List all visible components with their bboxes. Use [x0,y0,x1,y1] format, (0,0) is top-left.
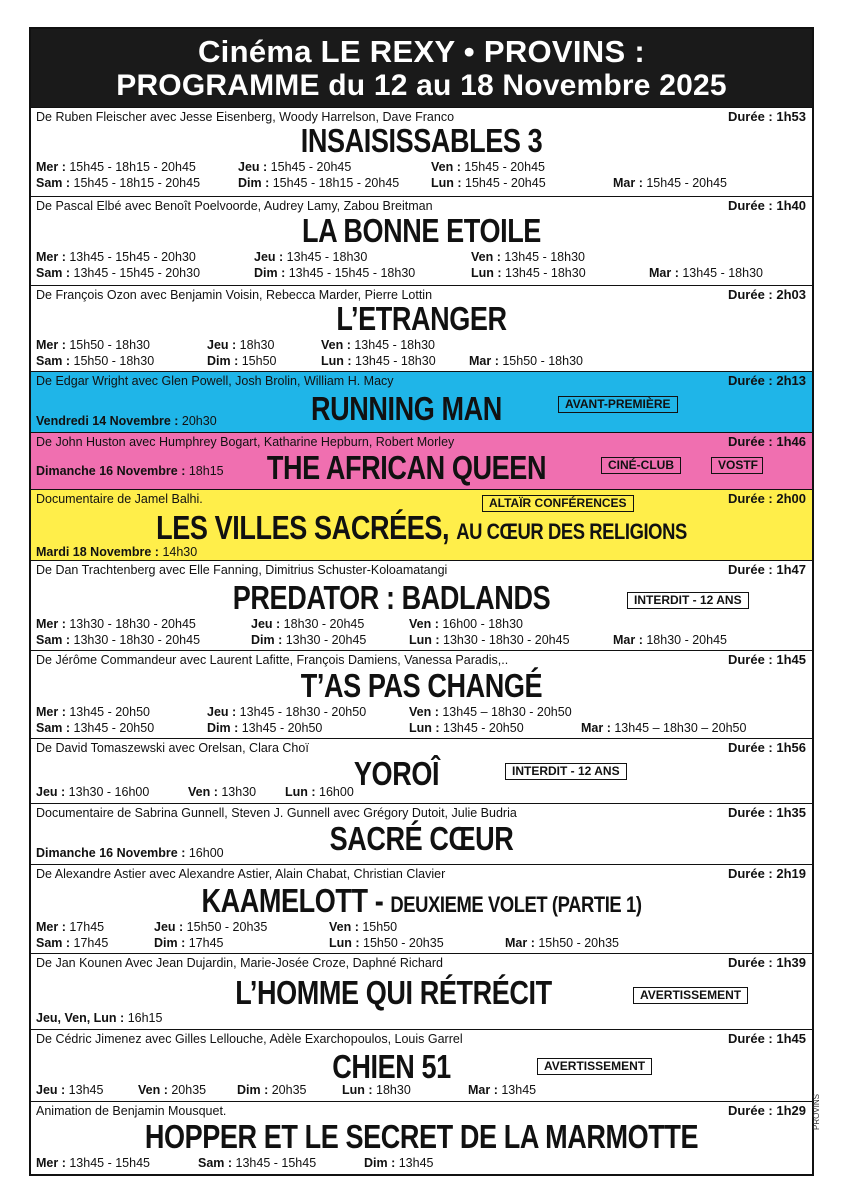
film-block [31,953,812,1029]
session: Sam : 13h45 - 15h45 [198,1156,317,1170]
film-tag: ALTAÏR CONFÉRENCES [482,495,634,512]
session: Mer : 13h45 - 15h45 - 20h30 [36,250,196,264]
session: Mer : 17h45 [36,920,105,934]
session: Ven : 13h45 – 18h30 - 20h50 [409,705,572,719]
session: Mer : 15h50 - 18h30 [36,338,150,352]
session: Jeu : 15h50 - 20h35 [154,920,268,934]
film-block [31,196,812,285]
film-duration: Durée : 1h53 [727,109,806,124]
film-block [31,560,812,650]
film-duration: Durée : 1h47 [727,562,806,577]
session: Jeu : 13h45 - 18h30 - 20h50 [207,705,367,719]
film-title: L’ETRANGER [336,300,507,337]
session: Jeu : 13h30 - 16h00 [36,785,150,799]
film-tag: INTERDIT - 12 ANS [505,763,627,780]
film-block [31,107,812,196]
film-block [31,803,812,864]
session: Lun : 13h30 - 18h30 - 20h45 [409,633,570,647]
session: Mer : 13h45 - 20h50 [36,705,150,719]
film-credits: De Pascal Elbé avec Benoît Poelvoorde, Audrey Lamy, Zabou Breitman [36,199,433,213]
session: Sam : 17h45 [36,936,109,950]
film-tag: VOSTF [711,457,763,474]
session: Mar : 15h50 - 18h30 [469,354,583,368]
session: Lun : 18h30 [342,1083,411,1097]
film-credits: De Cédric Jimenez avec Gilles Lellouche, Adèle Exarchopoulos, Louis Garrel [36,1032,463,1046]
film-block [31,738,812,803]
film-title: YOROÎ [353,755,440,792]
film-block [31,489,812,560]
film-block [31,1029,812,1101]
session: Jeu : 13h45 [36,1083,104,1097]
film-credits: De John Huston avec Humphrey Bogart, Katharine Hepburn, Robert Morley [36,435,455,449]
film-duration: Durée : 1h40 [727,198,806,213]
film-block [31,432,812,489]
film-title: INSAISISSABLES 3 [300,122,543,159]
film-credits: De Jérôme Commandeur avec Laurent Lafitte, François Damiens, Vanessa Paradis,.. [36,653,509,667]
film-title: LES VILLES SACRÉES, AU CŒUR DES RELIGIONS [156,509,687,546]
film-duration: Durée : 1h39 [727,955,806,970]
session: Jeu : 15h45 - 20h45 [238,160,352,174]
session: Mer : 13h30 - 18h30 - 20h45 [36,617,196,631]
session: Mar : 15h45 - 20h45 [613,176,727,190]
film-title: T’AS PAS CHANGÉ [300,667,543,704]
session: Ven : 15h50 [329,920,398,934]
film-duration: Durée : 1h29 [727,1103,806,1118]
film-tag: AVERTISSEMENT [537,1058,652,1075]
session: Lun : 16h00 [285,785,354,799]
programme-sheet [29,27,814,1176]
session: Dim : 20h35 [237,1083,307,1097]
session: Dim : 17h45 [154,936,224,950]
film-credits: Documentaire de Jamel Balhi. [36,492,203,506]
film-credits: De Dan Trachtenberg avec Elle Fanning, Dimitrius Schuster-Koloamatangi [36,563,448,577]
film-credits: De Alexandre Astier avec Alexandre Astier, Alain Chabat, Christian Clavier [36,867,446,881]
session: Lun : 15h45 - 20h45 [431,176,546,190]
session: Mar : 15h50 - 20h35 [505,936,619,950]
film-title: LA BONNE ETOILE [302,212,541,249]
header-line-2: PROGRAMME du 12 au 18 Novembre 2025 [116,69,727,102]
session: Dimanche 16 Novembre : 16h00 [36,846,224,860]
session: Ven : 13h45 - 18h30 [321,338,435,352]
session: Mar : 13h45 [468,1083,537,1097]
session: Jeu, Ven, Lun : 16h15 [36,1011,163,1025]
session: Mer : 13h45 - 15h45 [36,1156,150,1170]
film-block [31,1101,812,1176]
session: Mer : 15h45 - 18h15 - 20h45 [36,160,196,174]
film-duration: Durée : 2h19 [727,866,806,881]
session: Mar : 13h45 – 18h30 – 20h50 [581,721,747,735]
film-title: L’HOMME QUI RÉTRÉCIT [235,974,552,1011]
film-tag: AVANT-PREMIÈRE [558,396,678,413]
film-duration: Durée : 2h00 [727,491,806,506]
film-title: CHIEN 51 [332,1048,451,1085]
session: Dim : 13h45 - 20h50 [207,721,323,735]
session: Jeu : 18h30 - 20h45 [251,617,365,631]
session: Ven : 13h30 [188,785,257,799]
session: Ven : 20h35 [138,1083,207,1097]
film-duration: Durée : 1h35 [727,805,806,820]
session: Mar : 18h30 - 20h45 [613,633,727,647]
session: Vendredi 14 Novembre : 20h30 [36,414,217,428]
film-block [31,371,812,432]
session: Lun : 15h50 - 20h35 [329,936,444,950]
film-block [31,285,812,371]
film-title: SACRÉ CŒUR [329,820,514,857]
film-credits: De Ruben Fleischer avec Jesse Eisenberg, Woody Harrelson, Dave Franco [36,110,455,124]
film-tag: AVERTISSEMENT [633,987,748,1004]
session: Dimanche 16 Novembre : 18h15 [36,464,224,478]
session: Sam : 13h45 - 20h50 [36,721,155,735]
film-credits: De David Tomaszewski avec Orelsan, Clara Choï [36,741,309,755]
session: Dim : 13h45 - 15h45 - 18h30 [254,266,416,280]
session: Dim : 13h45 [364,1156,434,1170]
session: Lun : 13h45 - 20h50 [409,721,524,735]
film-duration: Durée : 1h56 [727,740,806,755]
session: Jeu : 18h30 [207,338,275,352]
film-credits: Animation de Benjamin Mousquet. [36,1104,227,1118]
film-credits: De François Ozon avec Benjamin Voisin, Rebecca Marder, Pierre Lottin [36,288,433,302]
session: Dim : 13h30 - 20h45 [251,633,367,647]
film-title: RUNNING MAN [311,390,502,427]
film-duration: Durée : 1h46 [727,434,806,449]
film-block [31,864,812,953]
session: Mar : 13h45 - 18h30 [649,266,763,280]
session: Sam : 13h45 - 15h45 - 20h30 [36,266,201,280]
film-credits: De Jan Kounen Avec Jean Dujardin, Marie-Josée Croze, Daphné Richard [36,956,443,970]
film-tag: CINÉ-CLUB [601,457,681,474]
session: Lun : 13h45 - 18h30 [321,354,436,368]
film-tag: INTERDIT - 12 ANS [627,592,749,609]
session: Mardi 18 Novembre : 14h30 [36,545,198,559]
film-title: HOPPER ET LE SECRET DE LA MARMOTTE [144,1118,699,1155]
session: Dim : 15h50 [207,354,277,368]
session: Jeu : 13h45 - 18h30 [254,250,368,264]
film-duration: Durée : 1h45 [727,652,806,667]
film-credits: Documentaire de Sabrina Gunnell, Steven J. Gunnell avec Grégory Dutoit, Julie Budria [36,806,517,820]
session: Lun : 13h45 - 18h30 [471,266,586,280]
film-title: PREDATOR : BADLANDS [232,579,551,616]
film-title: KAAMELOTT - DEUXIEME VOLET (PARTIE 1) [201,882,642,919]
film-block [31,650,812,738]
film-duration: Durée : 1h45 [727,1031,806,1046]
header-line-1: Cinéma LE REXY • PROVINS : [197,34,646,69]
session: Ven : 15h45 - 20h45 [431,160,545,174]
programme-header [31,29,812,107]
side-label: PROVINS [812,1093,821,1130]
session: Dim : 15h45 - 18h15 - 20h45 [238,176,400,190]
session: Ven : 16h00 - 18h30 [409,617,523,631]
session: Sam : 15h45 - 18h15 - 20h45 [36,176,201,190]
film-duration: Durée : 2h13 [727,373,806,388]
session: Sam : 13h30 - 18h30 - 20h45 [36,633,201,647]
film-duration: Durée : 2h03 [727,287,806,302]
film-credits: De Edgar Wright avec Glen Powell, Josh Brolin, William H. Macy [36,374,394,388]
session: Ven : 13h45 - 18h30 [471,250,585,264]
session: Sam : 15h50 - 18h30 [36,354,155,368]
film-title: THE AFRICAN QUEEN [266,449,547,486]
